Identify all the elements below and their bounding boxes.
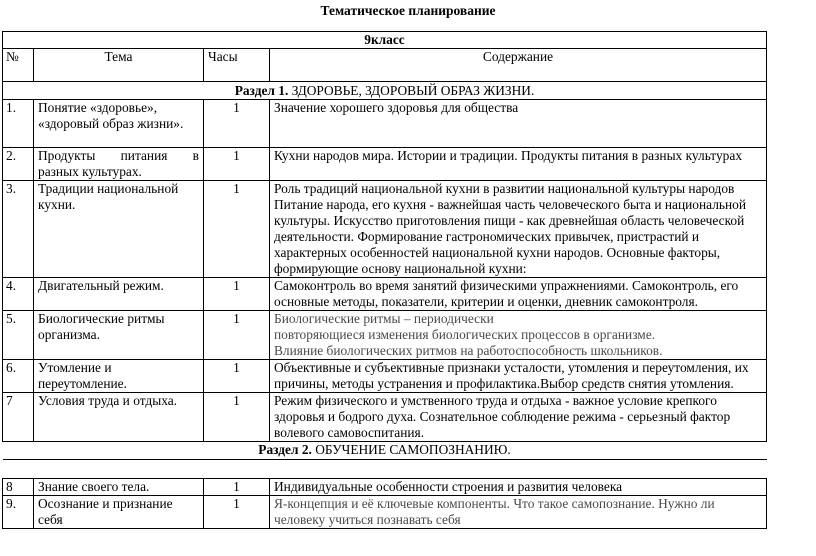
row-num: 2. — [3, 148, 34, 181]
section-row — [3, 82, 767, 100]
row-num: 4. — [3, 278, 34, 311]
table-row — [3, 100, 767, 148]
row-num: 7 — [3, 393, 34, 442]
page-title: Тематическое планирование — [320, 3, 496, 18]
section-title — [3, 442, 767, 460]
row-content: Объективные и субъективные признаки усталости, утомления и переутомления, их причины, методы устранения и профилактика.Выбор средств снятия утомления. — [270, 360, 767, 393]
table-row — [3, 360, 767, 393]
row-hours: 1 — [204, 278, 270, 311]
row-topic: Утомление и переутомление. — [34, 360, 204, 393]
row-hours: 1 — [204, 496, 270, 529]
row-hours: 1 — [204, 360, 270, 393]
table-row — [3, 311, 767, 360]
row-content — [270, 311, 767, 360]
section-title — [3, 82, 767, 100]
row-hours: 1 — [204, 393, 270, 442]
section-row — [3, 442, 767, 460]
row-content: Режим физического и умственного труда и отдыха - важное условие крепкого здоровья и бодрого духа. Сознательное соблюдение режима - серьезный фактор волевого самовоспитания. — [270, 393, 767, 442]
header-num: № — [3, 49, 34, 82]
spacer — [3, 460, 767, 479]
planning-table — [2, 31, 767, 529]
grade-label: 9класс — [3, 32, 767, 49]
row-num: 6. — [3, 360, 34, 393]
table-row — [3, 393, 767, 442]
row-hours: 1 — [204, 479, 270, 496]
row-content: Кухни народов мира. Истории и традиции. Продукты питания в разных культурах — [270, 148, 767, 181]
row-topic: Условия труда и отдыха. — [34, 393, 204, 442]
header-topic: Тема — [34, 49, 204, 82]
row-topic: Осознание и признание себя — [34, 496, 204, 529]
content-line: Влияние биологических ритмов на работоспособность школьников. — [274, 343, 663, 358]
section-name: ЗДОРОВЬЕ, ЗДОРОВЫЙ ОБРАЗ ЖИЗНИ. — [291, 83, 535, 98]
header-content: Содержание — [270, 49, 767, 82]
header-row — [3, 49, 767, 82]
content-line: повторяющиеся изменения биологических процессов в организме. — [274, 327, 656, 342]
row-topic: Продукты питания в разных культурах. — [34, 148, 204, 181]
section-label: Раздел 2. — [258, 442, 312, 457]
section-label: Раздел 1. — [234, 83, 289, 98]
row-content: Самоконтроль во время занятий физическими упражнениями. Самоконтроль, его основные методы, показатели, критерии и оценки, дневник самоконтроля. — [270, 278, 767, 311]
table-row — [3, 496, 767, 529]
row-topic: Знание своего тела. — [34, 479, 204, 496]
row-topic: Понятие «здоровье», «здоровый образ жизни». — [34, 100, 204, 148]
row-topic: Традиции национальной кухни. — [34, 181, 204, 278]
row-num: 3. — [3, 181, 34, 278]
row-hours: 1 — [204, 181, 270, 278]
content-line: Биологические ритмы – периодически — [274, 311, 494, 326]
row-num: 1. — [3, 100, 34, 148]
row-hours: 1 — [204, 100, 270, 148]
table-row — [3, 148, 767, 181]
row-hours: 1 — [204, 311, 270, 360]
row-num: 5. — [3, 311, 34, 360]
row-num: 8 — [3, 479, 34, 496]
table-row — [3, 181, 767, 278]
row-content: Роль традиций национальной кухни в развитии национальной культуры народов Питание народа, его кухня - важнейшая часть человеческого быта и национальной культуры. Искусство приготовления пищи - как древнейшая область человеческой деятельности. Формирование гастрономических привычек, пристрастий и характерных особенностей национальной кухни народов. Основные факторы, формирующие основу национальной кухни: — [270, 181, 767, 278]
row-num: 9. — [3, 496, 34, 529]
table-row — [3, 479, 767, 496]
row-hours: 1 — [204, 148, 270, 181]
row-content: Я-концепция и её ключевые компоненты. Что такое самопознание. Нужно ли человеку учиться познавать себя — [270, 496, 767, 529]
header-hours: Часы — [204, 49, 270, 82]
table-row — [3, 278, 767, 311]
row-topic: Биологические ритмы организма. — [34, 311, 204, 360]
grade-row — [3, 32, 767, 49]
section-name: ОБУЧЕНИЕ САМОПОЗНАНИЮ. — [315, 442, 511, 457]
spacer-row — [3, 460, 767, 479]
row-topic: Двигательный режим. — [34, 278, 204, 311]
row-content: Значение хорошего здоровья для общества — [270, 100, 767, 148]
row-content: Индивидуальные особенности строения и развития человека — [270, 479, 767, 496]
